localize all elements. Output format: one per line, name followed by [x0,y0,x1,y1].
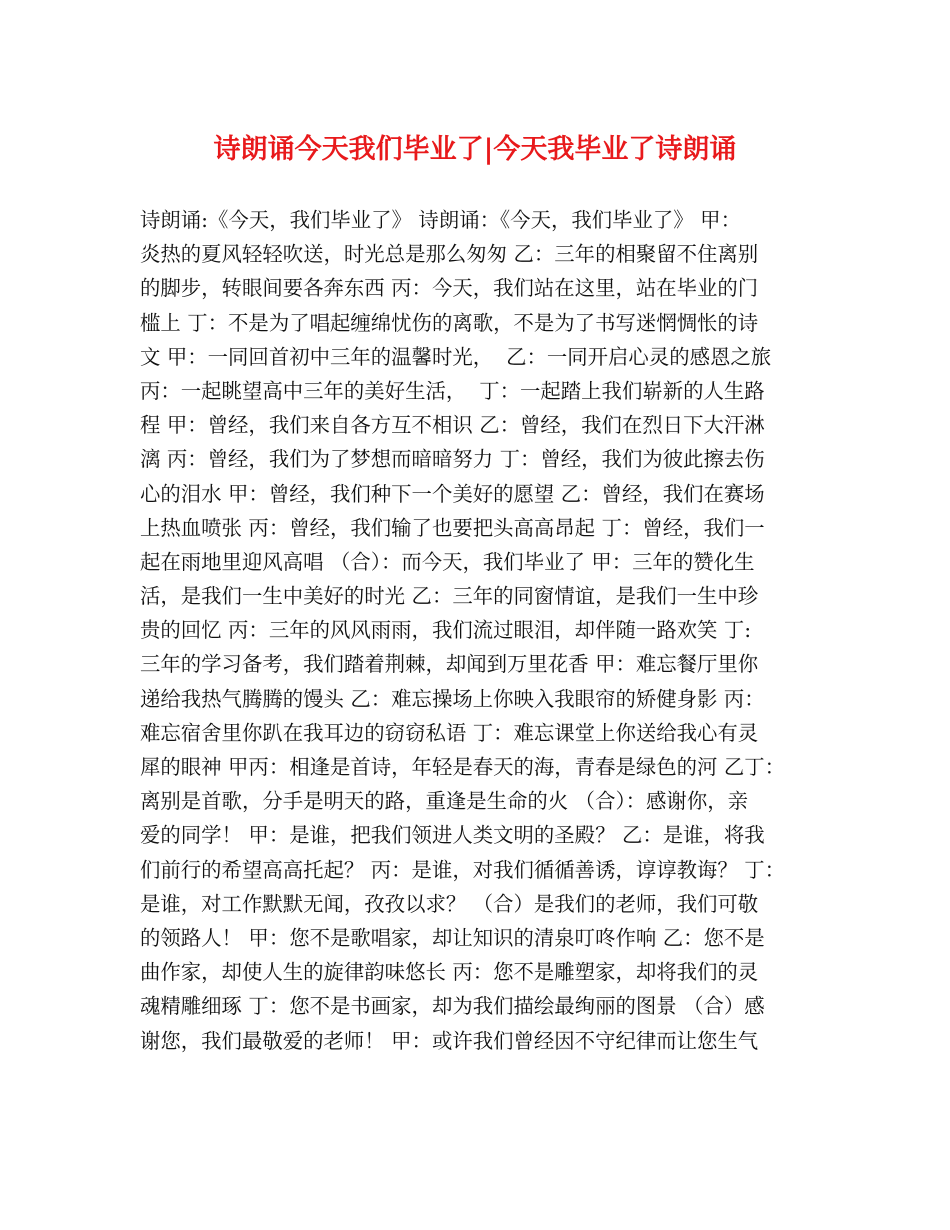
poem-line: 程 甲：曾经，我们来自各方互不相识 乙：曾经，我们在烈日下大汗淋 [140,413,765,438]
poem-line: 们前行的希望高高托起？ 丙：是谁，对我们循循善诱，谆谆教诲？ 丁： [140,857,786,882]
poem-line: 活，是我们一生中美好的时光 乙：三年的同窗情谊，是我们一生中珍 [140,584,759,609]
poem-line: 的领路人！ 甲：您不是歌唱家，却让知识的清泉叮咚作响 乙：您不是 [140,925,765,950]
poem-line: 漓 丙：曾经，我们为了梦想而暗暗努力 丁：曾经，我们为彼此擦去伤 [140,447,765,472]
poem-line: 心的泪水 甲：曾经，我们种下一个美好的愿望 乙：曾经，我们在赛场 [140,481,765,506]
poem-line: 上热血喷张 丙：曾经，我们输了也要把头高高昂起 丁：曾经，我们一 [140,515,765,540]
poem-line: 离别是首歌，分手是明天的路，重逢是生命的火 （合）：感谢你，亲 [140,789,748,814]
poem-line: 递给我热气腾腾的馒头 乙：难忘操场上你映入我眼帘的矫健身影 丙： [140,686,765,711]
poem-line: 槛上 丁：不是为了唱起缠绵忧伤的离歌，不是为了书写迷惘惆怅的诗 [140,310,759,335]
poem-line: 爱的同学！ 甲：是谁，把我们领进人类文明的圣殿？ 乙：是谁，将我 [140,823,765,848]
poem-line: 炎热的夏风轻轻吹送，时光总是那么匆匆 乙：三年的相聚留不住离别 [140,242,759,267]
poem-line: 是谁，对工作默默无闻，孜孜以求？ （合）是我们的老师，我们可敬 [140,891,759,916]
poem-line: 起在雨地里迎风高唱 （合）：而今天，我们毕业了 甲：三年的赞化生 [140,549,755,574]
poem-line: 曲作家，却使人生的旋律韵味悠长 丙：您不是雕塑家，却将我们的灵 [140,960,759,985]
poem-line: 丙：一起眺望高中三年的美好生活， 丁：一起踏上我们崭新的人生路 [140,378,765,403]
poem-line: 诗朗诵:《今天，我们毕业了》 诗朗诵：《今天，我们毕业了》 甲： [140,208,741,232]
poem-body [140,203,815,1058]
poem-line: 贵的回忆 丙：三年的风风雨雨，我们流过眼泪，却伴随一路欢笑 丁: [140,618,752,643]
poem-line: 难忘宿舍里你趴在我耳边的窃窃私语 丁：难忘课堂上你送给我心有灵 [140,720,759,745]
poem-line: 文 甲：一同回首初中三年的温馨时光， 乙：一同开启心灵的感恩之旅 [140,344,772,369]
poem-line: 谢您，我们最敬爱的老师！ 甲：或许我们曾经因不守纪律而让您生气 [140,1028,759,1053]
poem-line: 的脚步，转眼间要各奔东西 丙：今天，我们站在这里，站在毕业的门 [140,276,759,301]
poem-line: 犀的眼神 甲丙：相逢是首诗，年轻是春天的海，青春是绿色的河 乙丁： [140,755,786,779]
poem-line: 魂精雕细琢 丁：您不是书画家，却为我们描绘最绚丽的图景 （合）感 [140,994,765,1019]
poem-line: 三年的学习备考，我们踏着荆棘，却闻到万里花香 甲：难忘餐厅里你 [140,652,759,677]
document-title: 诗朗诵今天我们毕业了|今天我毕业了诗朗诵 [213,134,737,165]
